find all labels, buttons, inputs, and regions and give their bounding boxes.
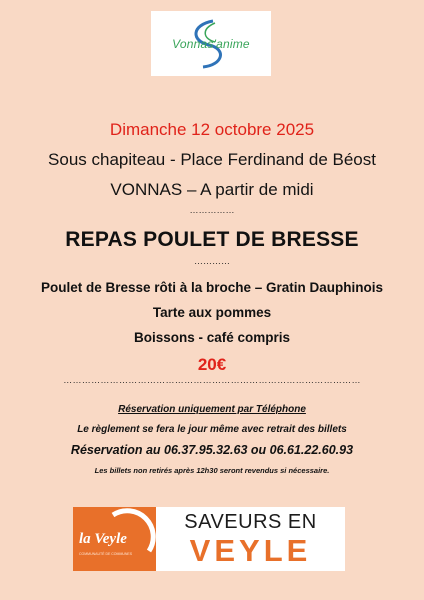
menu-item-dessert: Tarte aux pommes [152, 305, 272, 320]
menu-item-drinks: Boissons - café compris [133, 330, 291, 345]
menu-price: 20€ [197, 355, 227, 374]
separator-dots: …………… [189, 205, 235, 215]
veyle-logo-subtext: COMMUNAUTÉ DE COMMUNES [79, 552, 133, 556]
reservation-note: Les billets non retirés après 12h30 seront revendus si nécessaire. [94, 466, 330, 475]
event-city-time: VONNAS – A partir de midi [110, 180, 314, 199]
event-date: Dimanche 12 octobre 2025 [109, 120, 315, 139]
veyle-logo-text: la Veyle [79, 531, 127, 547]
reservation-title: Réservation uniquement par Téléphone [118, 404, 306, 415]
event-title: REPAS POULET DE BRESSE [65, 228, 359, 251]
saveurs-en-veyle-banner [156, 507, 345, 571]
banner-line2: VEYLE [189, 533, 312, 568]
banner-line1: SAVEURS EN [184, 511, 317, 533]
reservation-payment: Le règlement se fera le jour même avec retrait des billets [77, 424, 347, 435]
separator-dots-long: …………………………………………………………………………………… [63, 375, 361, 385]
separator-dots: ………… [194, 256, 230, 266]
la-veyle-logo [73, 507, 156, 571]
event-place: Sous chapiteau - Place Ferdinand de Béost [48, 150, 376, 169]
menu-item-main: Poulet de Bresse rôti à la broche – Gratin Dauphinois [40, 280, 384, 295]
vonnas-anime-logo [151, 11, 271, 76]
reservation-phones: Réservation au 06.37.95.32.63 ou 06.61.22.60.93 [70, 443, 354, 457]
logo-text: Vonnas'anime [172, 37, 250, 51]
